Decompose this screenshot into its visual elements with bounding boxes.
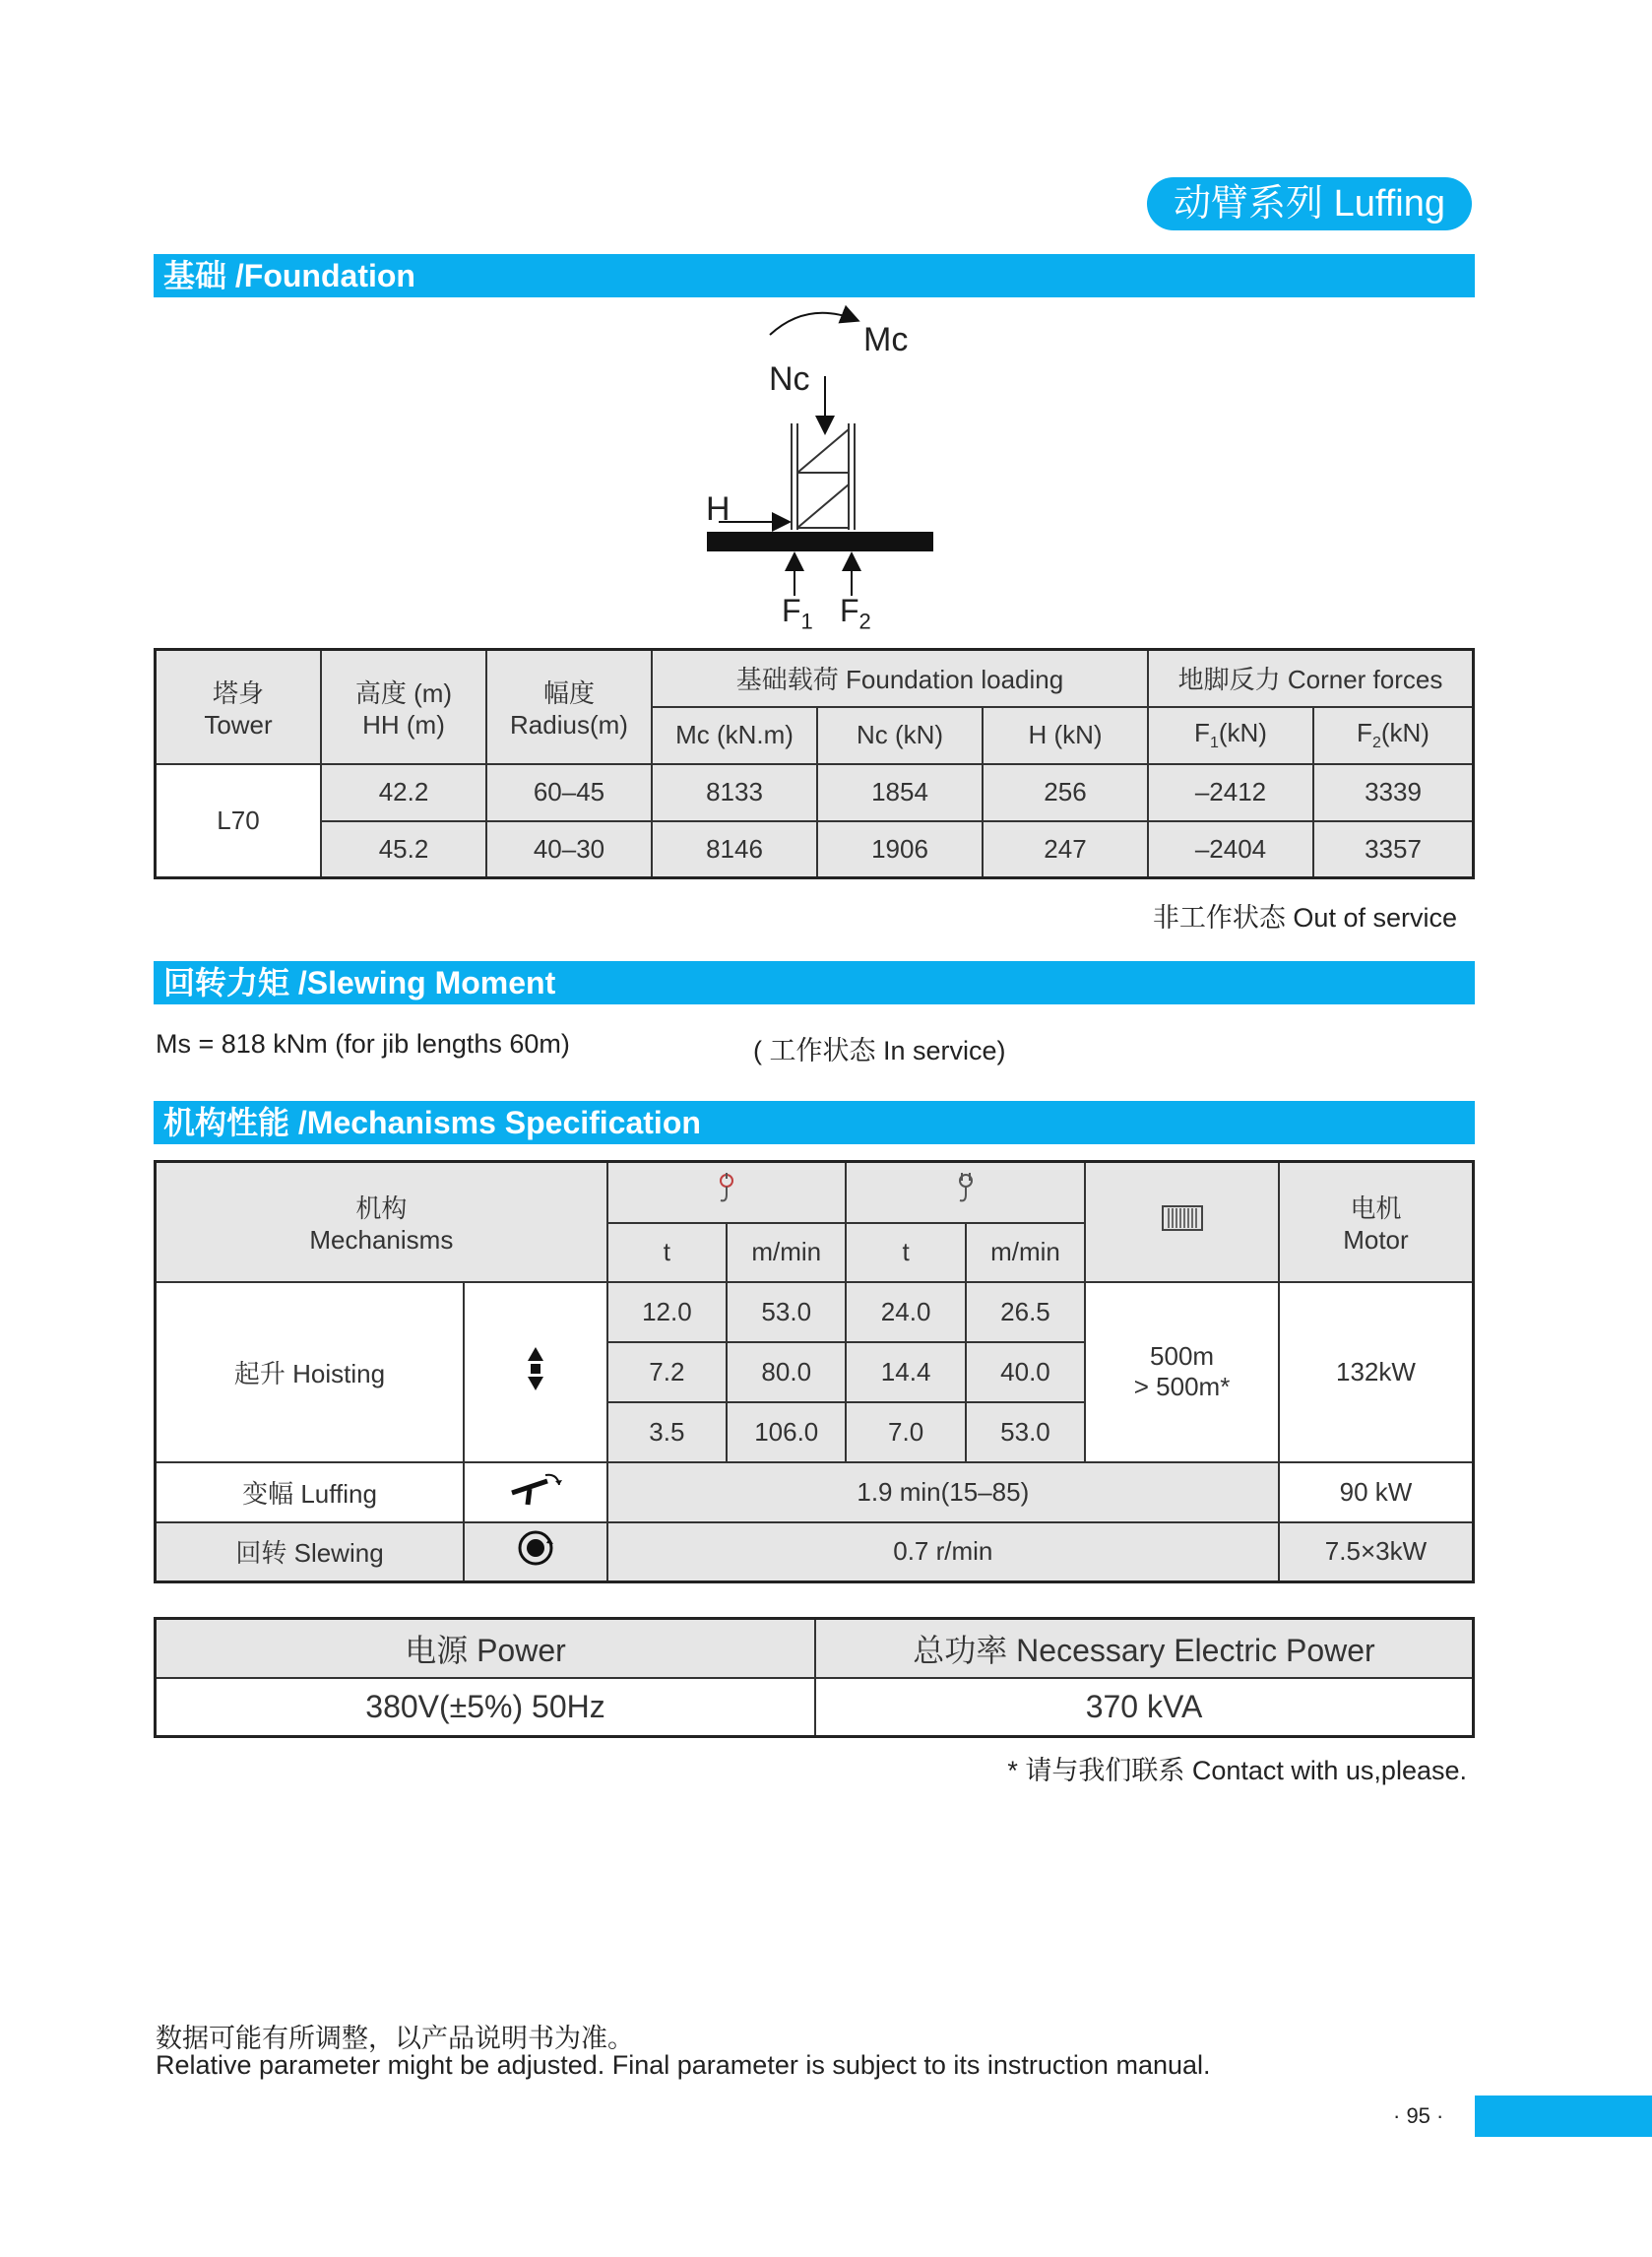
single-reeving-hook-icon: [715, 1171, 738, 1206]
power-header: 电源 Power: [156, 1619, 816, 1678]
f2-cell: 3339: [1313, 764, 1474, 821]
hoist-t2-cell: 24.0: [846, 1282, 965, 1342]
foundation-loading-header: 基础载荷 Foundation loading: [652, 650, 1148, 707]
hoist-t1-cell: 7.2: [607, 1342, 727, 1402]
mechanisms-header: 机构 Mechanisms: [156, 1162, 607, 1282]
hh-cell: 42.2: [321, 764, 486, 821]
table-row: [156, 821, 1474, 878]
f1-cell: –2404: [1148, 821, 1313, 878]
hoist-t2-cell: 7.0: [846, 1402, 965, 1462]
power-table: [154, 1617, 1475, 1738]
hoisting-icon-cell: [464, 1282, 607, 1462]
tower-cell: L70: [156, 764, 322, 878]
foundation-table: [154, 648, 1475, 879]
hh-cell: 45.2: [321, 821, 486, 878]
single-hook-header: [607, 1162, 847, 1223]
slewing-value-cell: 0.7 r/min: [607, 1522, 1279, 1582]
page-number: · 95 ·: [1393, 2103, 1444, 2128]
footer-note-en: Relative parameter might be adjusted. Final parameter is subject to its instruction manual.: [156, 2050, 1211, 2080]
luffing-label: 变幅 Luffing: [156, 1462, 465, 1522]
radius-header: 幅度 Radius(m): [486, 650, 652, 764]
corner-forces-header: 地脚反力 Corner forces: [1148, 650, 1474, 707]
nc-cell: 1854: [817, 764, 983, 821]
contact-note: * 请与我们联系 Contact with us,please.: [1007, 1756, 1467, 1785]
f1-header: $F_1(kN)$: [1148, 707, 1313, 764]
double-reeving-hook-icon: [954, 1171, 978, 1206]
h-header: H (kN): [983, 707, 1148, 764]
f2-cell: 3357: [1313, 821, 1474, 878]
out-of-service-note: 非工作状态 Out of service: [1152, 903, 1457, 933]
radius-cell: 40–30: [486, 821, 652, 878]
nc-label: Nc: [769, 360, 810, 398]
f2-label: $F_2$: [840, 593, 871, 634]
slewing-label: 回转 Slewing: [156, 1522, 465, 1582]
mc-cell: 8146: [652, 821, 817, 878]
foundation-section-title: 基础 /Foundation: [154, 254, 1475, 297]
hoisting-label: 起升 Hoisting: [156, 1282, 465, 1462]
radius-cell: 60–45: [486, 764, 652, 821]
nc-cell: 1906: [817, 821, 983, 878]
hoist-v1-cell: 53.0: [727, 1282, 846, 1342]
luffing-motor-cell: 90 kW: [1279, 1462, 1474, 1522]
h-label: H: [706, 490, 731, 528]
luffing-icon-cell: [464, 1462, 607, 1522]
hoist-v1-cell: 106.0: [727, 1402, 846, 1462]
luffing-jib-icon: [508, 1469, 563, 1509]
footer-accent-bar: [1475, 2096, 1652, 2137]
hoisting-motor-cell: 132kW: [1279, 1282, 1474, 1462]
hoist-t1-cell: 12.0: [607, 1282, 727, 1342]
slewing-icon-cell: [464, 1522, 607, 1582]
slewing-section-title: 回转力矩 /Slewing Moment: [154, 961, 1475, 1004]
foundation-base: [707, 532, 933, 551]
mc-cell: 8133: [652, 764, 817, 821]
electric-power-value: 370 kVA: [815, 1678, 1474, 1737]
footer-note-cn: 数据可能有所调整，以产品说明书为准。: [156, 2024, 634, 2053]
mechanisms-table: [154, 1160, 1475, 1583]
electric-power-header: 总功率 Necessary Electric Power: [815, 1619, 1474, 1678]
t-header: t: [846, 1223, 965, 1282]
hoist-v1-cell: 80.0: [727, 1342, 846, 1402]
moment-arrow: [770, 313, 857, 335]
motor-header: 电机 Motor: [1279, 1162, 1474, 1282]
table-row: [156, 1282, 1474, 1342]
in-service-note: ( 工作状态 In service): [753, 1036, 1006, 1065]
rope-capacity-cell: 500m > 500m*: [1085, 1282, 1279, 1462]
rope-drum-icon: [1159, 1200, 1206, 1236]
nc-header: Nc (kN): [817, 707, 983, 764]
f2-header: $F_2(kN)$: [1313, 707, 1474, 764]
mechanisms-section-title: 机构性能 /Mechanisms Specification: [154, 1101, 1475, 1144]
f1-label: $F_1$: [782, 593, 813, 634]
series-badge: 动臂系列 Luffing: [1147, 177, 1472, 230]
tower-header: 塔身 Tower: [156, 650, 322, 764]
ms-value: Ms = 818 kNm (for jib lengths 60m): [156, 1029, 570, 1059]
hoist-v2-cell: 26.5: [966, 1282, 1085, 1342]
double-hook-header: [846, 1162, 1085, 1223]
height-header: 高度 (m) HH (m): [321, 650, 486, 764]
f1-cell: –2412: [1148, 764, 1313, 821]
mmin-header: m/min: [727, 1223, 846, 1282]
mc-label: Mc: [863, 321, 909, 358]
power-value: 380V(±5%) 50Hz: [156, 1678, 816, 1737]
slewing-motor-cell: 7.5×3kW: [1279, 1522, 1474, 1582]
t-header: t: [607, 1223, 727, 1282]
slewing-rotation-icon: [514, 1528, 557, 1568]
table-row: [156, 764, 1474, 821]
luffing-value-cell: 1.9 min(15–85): [607, 1462, 1279, 1522]
mmin-header: m/min: [966, 1223, 1085, 1282]
table-row: [156, 1462, 1474, 1522]
hoist-v2-cell: 40.0: [966, 1342, 1085, 1402]
tower-section: [792, 423, 855, 530]
mc-header: Mc (kN.m): [652, 707, 817, 764]
drum-header: [1085, 1162, 1279, 1282]
h-cell: 247: [983, 821, 1148, 878]
hoist-v2-cell: 53.0: [966, 1402, 1085, 1462]
hoist-t2-cell: 14.4: [846, 1342, 965, 1402]
table-row: [156, 1522, 1474, 1582]
up-down-arrow-icon: [526, 1345, 545, 1392]
h-cell: 256: [983, 764, 1148, 821]
hoist-t1-cell: 3.5: [607, 1402, 727, 1462]
